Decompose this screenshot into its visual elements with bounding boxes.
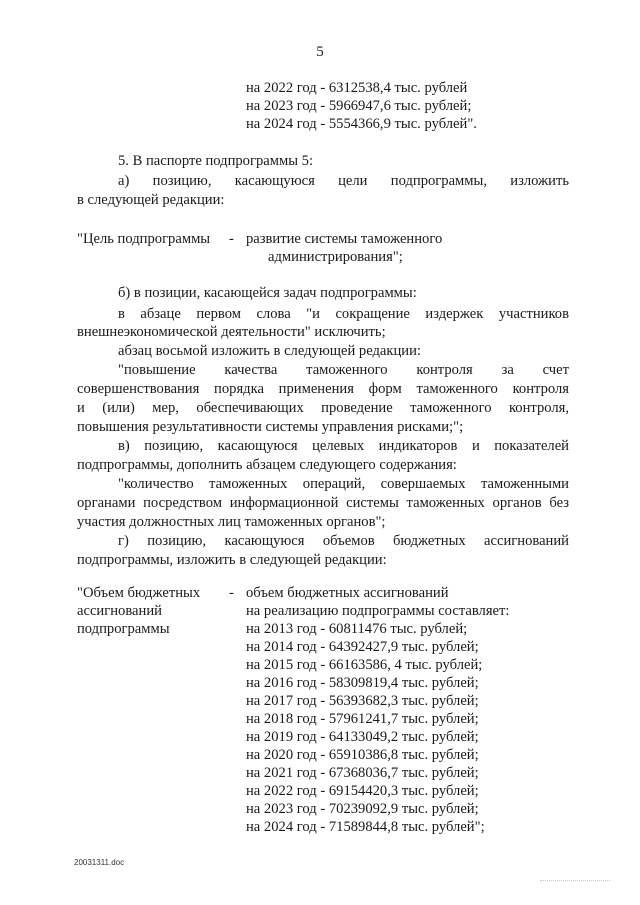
budget-year-2019: на 2019 год - 64133049,2 тыс. рублей; <box>246 729 479 745</box>
item-g-line1: г) позицию, касающуюся объемов бюджетных ассигнований <box>118 533 569 549</box>
item-b-line2: в абзаце первом слова "и сокращение издержек участников <box>118 306 569 322</box>
budget-year-2016: на 2016 год - 58309819,4 тыс. рублей; <box>246 675 479 691</box>
section-heading: 5. В паспорте подпрограммы 5: <box>118 153 314 169</box>
item-g-line2: подпрограммы, изложить в следующей редакции: <box>77 552 387 568</box>
budget-label-1: "Объем бюджетных <box>77 585 201 601</box>
budget-year-2024: на 2024 год - 71589844,8 тыс. рублей"; <box>246 819 485 835</box>
budget-year-2023: на 2023 год - 70239092,9 тыс. рублей; <box>246 801 479 817</box>
budget-label-2: ассигнований <box>77 603 162 619</box>
budget-intro-2: на реализацию подпрограммы составляет: <box>246 603 510 619</box>
budget-intro-1: объем бюджетных ассигнований <box>246 585 449 601</box>
scan-artifact <box>540 880 610 883</box>
budget-year-2013: на 2013 год - 60811476 тыс. рублей; <box>246 621 468 637</box>
budget-year-2014: на 2014 год - 64392427,9 тыс. рублей; <box>246 639 479 655</box>
footer-filename: 20031311.doc <box>74 858 125 867</box>
budget-year-2017: на 2017 год - 56393682,3 тыс. рублей; <box>246 693 479 709</box>
item-v-line2: подпрограммы, дополнить абзацем следующего содержания: <box>77 457 457 473</box>
budget-dash: - <box>229 585 234 601</box>
budget-year-2020: на 2020 год - 65910386,8 тыс. рублей; <box>246 747 479 763</box>
item-v-quote3: участия должностных лиц таможенных органов"; <box>77 514 386 530</box>
budget-year-2018: на 2018 год - 57961241,7 тыс. рублей; <box>246 711 479 727</box>
item-b-line1: б) в позиции, касающейся задач подпрограммы: <box>118 285 417 301</box>
goal-line2: администрирования"; <box>268 249 403 265</box>
item-a-line1: а) позицию, касающуюся цели подпрограммы, изложить <box>118 173 569 189</box>
goal-dash: - <box>229 231 234 247</box>
item-v-line1: в) позицию, касающуюся целевых индикаторов и показателей <box>118 438 569 454</box>
top-line-2024: на 2024 год - 5554366,9 тыс. рублей". <box>246 116 477 132</box>
top-line-2022: на 2022 год - 6312538,4 тыс. рублей <box>246 80 468 96</box>
item-b-quote3: и (или) мер, обеспечивающих проведение таможенного контроля, <box>77 400 569 416</box>
budget-label-3: подпрограммы <box>77 621 170 637</box>
budget-year-2015: на 2015 год - 66163586, 4 тыс. рублей; <box>246 657 483 673</box>
item-a-line2: в следующей редакции: <box>77 192 225 208</box>
item-b-line3: внешнеэкономической деятельности" исключить; <box>77 324 386 340</box>
item-b-quote4: повышения результативности системы управления рисками;"; <box>77 419 464 435</box>
top-line-2023: на 2023 год - 5966947,6 тыс. рублей; <box>246 98 472 114</box>
item-v-quote2: органами посредством информационной системы таможенных органов без <box>77 495 569 511</box>
goal-line1: развитие системы таможенного <box>246 231 443 247</box>
item-b-quote1: "повышение качества таможенного контроля за счет <box>118 362 569 378</box>
item-b-line4: абзац восьмой изложить в следующей редакции: <box>118 343 421 359</box>
budget-year-2021: на 2021 год - 67368036,7 тыс. рублей; <box>246 765 479 781</box>
goal-label: "Цель подпрограммы <box>77 231 211 247</box>
budget-year-2022: на 2022 год - 69154420,3 тыс. рублей; <box>246 783 479 799</box>
item-v-quote1: "количество таможенных операций, совершаемых таможенными <box>118 476 569 492</box>
page-number: 5 <box>316 44 324 60</box>
item-b-quote2: совершенствования порядка применения форм таможенного контроля <box>77 381 569 397</box>
